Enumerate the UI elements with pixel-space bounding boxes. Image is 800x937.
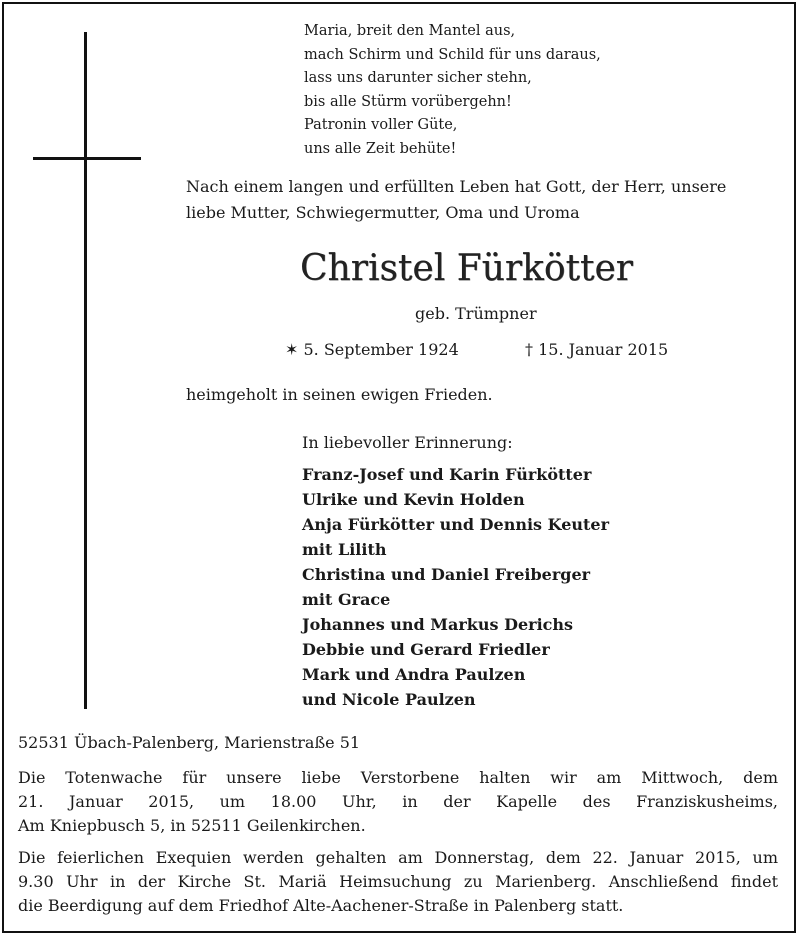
cross-icon-horizontal-beam	[33, 157, 141, 160]
mourner-line: Johannes und Markus Derichs	[302, 615, 574, 634]
mourner-line: und Nicole Paulzen	[302, 690, 476, 709]
funeral-paragraph	[18, 846, 778, 918]
memory-heading: In liebevoller Erinnerung:	[302, 433, 513, 452]
intro-line: Nach einem langen und erfüllten Leben hat Gott, der Herr, unsere	[186, 177, 727, 196]
mourner-line: mit Grace	[302, 590, 391, 609]
poem-line: uns alle Zeit behüte!	[304, 140, 457, 157]
poem-line: mach Schirm und Schild für uns daraus,	[304, 46, 601, 63]
intro-line: liebe Mutter, Schwiegermutter, Oma und Uroma	[186, 203, 580, 222]
mourner-line: Anja Fürkötter und Dennis Keuter	[302, 515, 609, 534]
mourner-line: Debbie und Gerard Friedler	[302, 640, 550, 659]
mourner-line: mit Lilith	[302, 540, 387, 559]
poem-line: lass uns darunter sicher stehn,	[304, 70, 532, 86]
cross-icon-vertical-beam	[84, 32, 87, 709]
poem	[304, 20, 601, 161]
wake-line: Die Totenwache für unsere liebe Verstorbene halten wir am Mittwoch, dem	[18, 768, 778, 787]
poem-line: bis alle Stürm vorübergehn!	[304, 93, 512, 110]
mourners-list	[302, 462, 609, 712]
mourner-line: Ulrike und Kevin Holden	[302, 490, 525, 509]
deceased-name: Christel Fürkötter	[300, 248, 633, 289]
family-address: 52531 Übach-Palenberg, Marienstraße 51	[18, 733, 361, 752]
wake-line: 21. Januar 2015, um 18.00 Uhr, in der Kapelle des Franziskusheims,	[18, 792, 778, 811]
mourner-line: Christina und Daniel Freiberger	[302, 565, 591, 584]
birth-date: ✶ 5. September 1924	[285, 340, 459, 359]
poem-line: Patronin voller Güte,	[304, 117, 458, 133]
funeral-line: Die feierlichen Exequien werden gehalten am Donnerstag, dem 22. Januar 2015, um	[18, 848, 778, 867]
funeral-line: 9.30 Uhr in der Kirche St. Mariä Heimsuchung zu Marienberg. Anschließend findet	[18, 872, 778, 891]
wake-line: Am Kniepbusch 5, in 52511 Geilenkirchen.	[18, 816, 366, 835]
intro-text	[186, 174, 786, 226]
poem-line: Maria, breit den Mantel aus,	[304, 23, 516, 39]
mourner-line: Franz-Josef und Karin Fürkötter	[302, 465, 592, 484]
mourner-line: Mark und Andra Paulzen	[302, 665, 526, 684]
maiden-name: geb. Trümpner	[415, 304, 537, 323]
death-date: † 15. Januar 2015	[525, 340, 669, 359]
funeral-line: die Beerdigung auf dem Friedhof Alte-Aachener-Straße in Palenberg statt.	[18, 896, 624, 915]
called-home-text: heimgeholt in seinen ewigen Frieden.	[186, 385, 493, 404]
wake-paragraph	[18, 766, 778, 838]
